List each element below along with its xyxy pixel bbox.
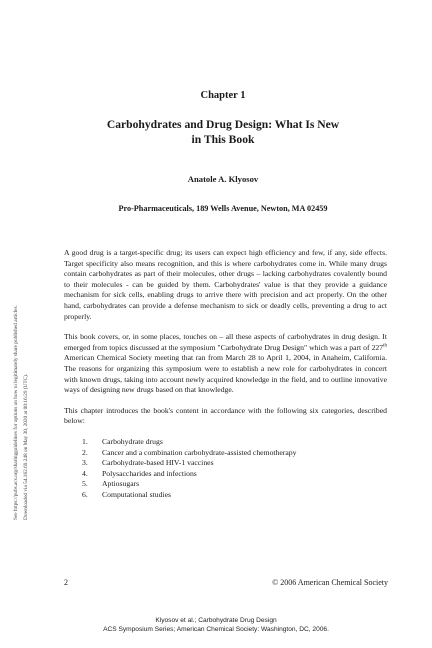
chapter-title-line2: in This Book (191, 133, 255, 146)
list-item-number: 2. (82, 447, 88, 457)
list-item-number: 3. (82, 458, 88, 468)
paragraph-intro: A good drug is a target-specific drug; its users can expect high efficiency and few, if any, side effects. Target specificity also means recognition, and this is where carbohydrates come in. While many drugs contain carbohydrates as part of their molecules, other drugs – lacking carbohydrates covalently bound to their molecules - can be guided by them. Carbohydrates' value is that they provide a guidance mechanism for sick cells, enabling drugs to arrive there with precision and act properly. On the other hand, carbohydrates can provide a defense mechanism to sick or deadly cells, preventing a drug to act properly. (64, 248, 387, 321)
download-side-note (6, 150, 40, 520)
citation-footer (0, 617, 432, 634)
list-item (82, 479, 387, 490)
side-note-sharing-guidelines: See https://pubs.acs.org/sharingguidelines for options on how to legitimately share published articles. (13, 305, 19, 520)
list-item-number: 5. (82, 479, 88, 489)
ordinal-suffix: th (383, 343, 387, 349)
paragraph-coverage-part2: American Chemical Society meeting that ran from March 28 to April 1, 2004, in Anaheim, California. The reasons for organizing this symposium were to establish a new role for carbohydrates in concert with known drugs, taking into account newly acquired knowledge in the field, and to outline innovative ways of designing new drugs based on that knowledge. (64, 353, 387, 395)
chapter-title (56, 117, 390, 147)
list-item-number: 4. (82, 468, 88, 478)
citation-line1: Klyosov et al.; Carbohydrate Drug Design (155, 617, 277, 624)
list-item-number: 1. (82, 436, 88, 446)
list-item-text: Carbohydrate drugs (102, 436, 163, 446)
chapter-title-line1: Carbohydrates and Drug Design: What Is New (106, 118, 340, 131)
list-item (82, 458, 387, 469)
author-affiliation: Pro-Pharmaceuticals, 189 Wells Avenue, Newton, MA 02459 (118, 204, 328, 213)
copyright-notice: © 2006 American Chemical Society (272, 578, 388, 587)
chapter-body (64, 248, 387, 500)
side-note-download-info: Downloaded via 54.162.69.248 on May 30, 2020 at 08:16:29 (UTC). (23, 373, 29, 520)
paragraph-coverage-part1: This book covers, or, in some places, touches on – all these aspects of carbohydrates in drug design. It emerged from topics discussed at the symposium "Carbohydrate Drug Design" which was a part of 227 (64, 332, 387, 352)
paragraph-coverage (64, 332, 387, 396)
list-item (82, 437, 387, 448)
citation-line2: ACS Symposium Series; American Chemical Society: Washington, DC, 2006. (103, 625, 329, 633)
list-item-text: Cancer and a combination carbohydrate-assisted chemotherapy (102, 447, 297, 457)
list-item (82, 448, 387, 459)
list-item (82, 490, 387, 501)
list-item (82, 469, 387, 480)
author-name: Anatole A. Klyosov (187, 174, 259, 184)
list-item-text: Aptiosugars (102, 479, 140, 489)
page-number: 2 (64, 578, 68, 587)
list-item-text: Carbohydrate-based HIV-1 vaccines (102, 458, 214, 468)
paragraph-categories: This chapter introduces the book's content in accordance with the following six categories, described below: (64, 405, 387, 426)
chapter-label: Chapter 1 (200, 90, 246, 101)
list-item-number: 6. (82, 489, 88, 499)
list-item-text: Computational studies (102, 489, 171, 499)
list-item-text: Polysaccharides and infections (102, 468, 197, 478)
category-list (64, 437, 387, 501)
